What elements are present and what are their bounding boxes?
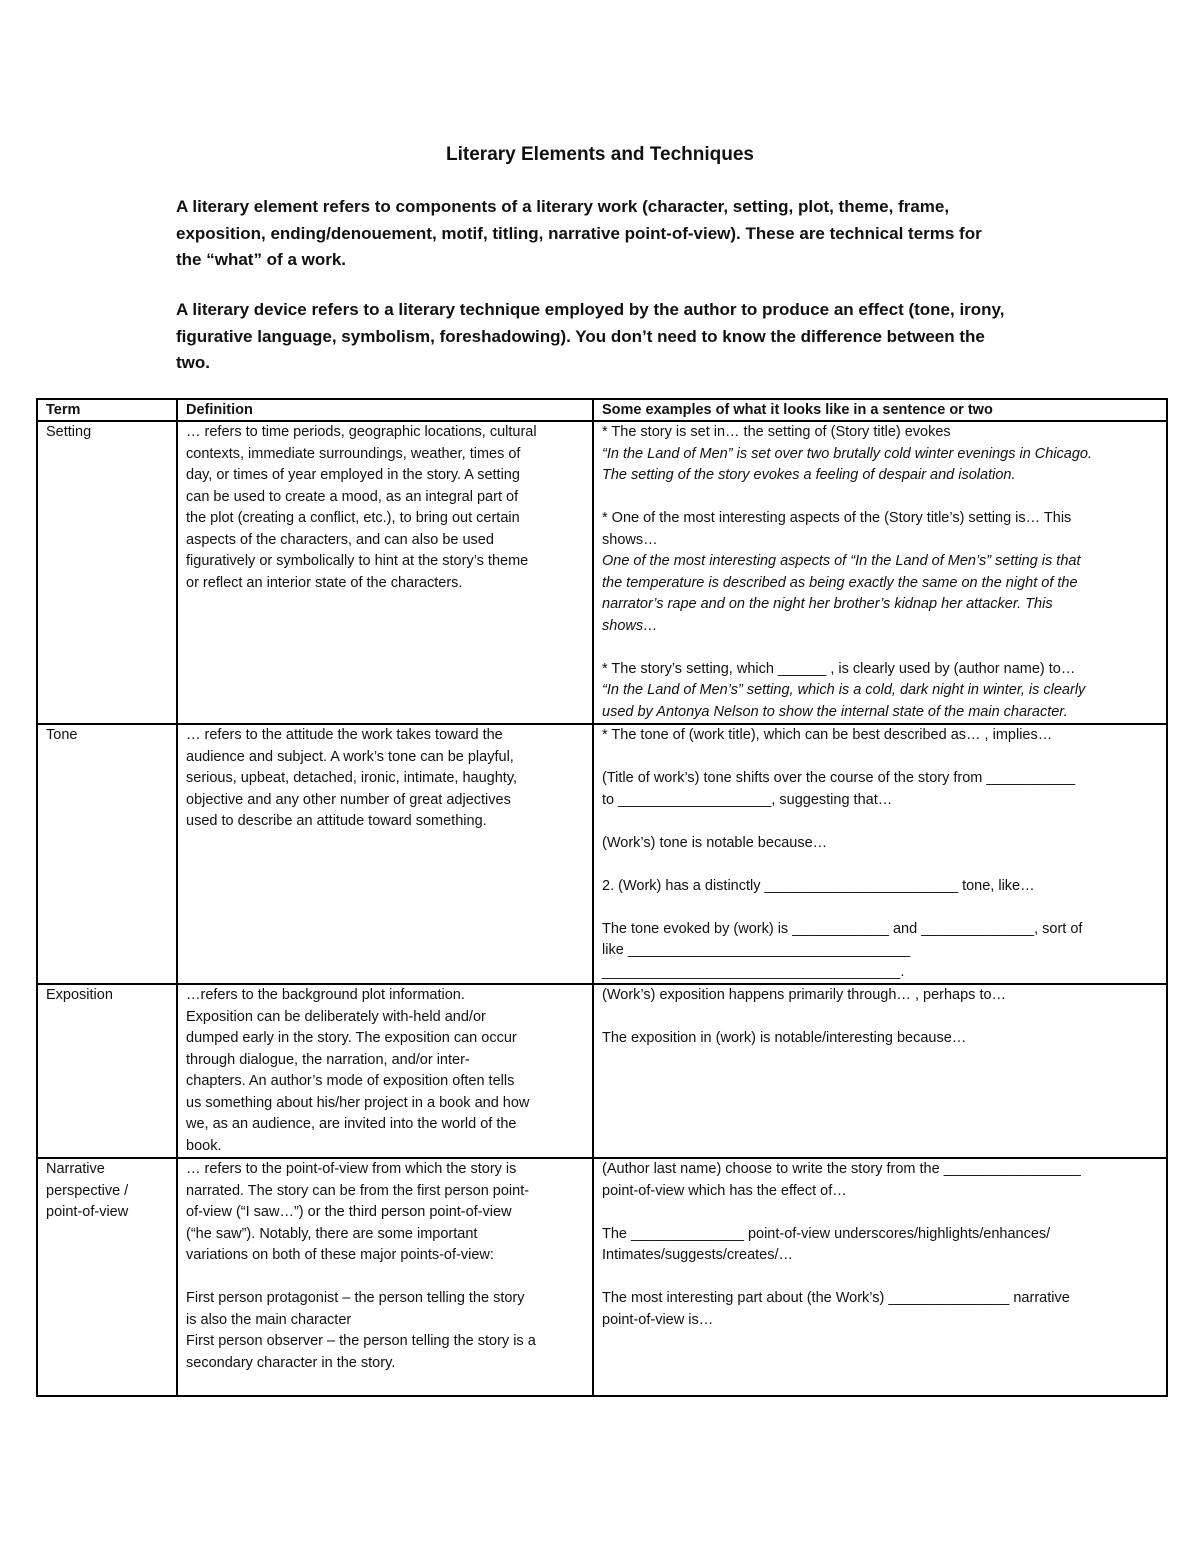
- example-prompt: The ______________ point-of-view underscores/highlights/enhances/: [602, 1225, 1051, 1242]
- term-cell: [37, 724, 177, 984]
- example-sample: shows…: [602, 617, 658, 634]
- example-prompt: The most interesting part about (the Work’s) _______________ narrative: [602, 1290, 1070, 1306]
- intro-literary-device: [176, 297, 1026, 377]
- definition-line: narrated. The story can be from the first person point-: [186, 1182, 530, 1199]
- literary-elements-table: [36, 398, 1168, 1397]
- example-prompt: The tone evoked by (work) is ____________ and ______________, sort of: [602, 920, 1083, 937]
- definition-cell: [177, 421, 593, 724]
- definition-line: …refers to the background plot information.: [186, 987, 465, 1003]
- definition-line: (“he saw”). Notably, there are some important: [186, 1225, 478, 1242]
- examples-cell: [593, 984, 1167, 1158]
- table-row: [37, 1158, 1167, 1396]
- example-prompt: _____________________________________.: [602, 963, 905, 980]
- definition-line: chapters. An author’s mode of exposition often tells: [186, 1073, 515, 1089]
- intro-line: A literary element refers to components of a literary work (character, setting, plot, theme, frame,: [176, 197, 950, 216]
- definition-line: audience and subject. A work’s tone can be playful,: [186, 748, 514, 765]
- example-sample: used by Antonya Nelson to show the internal state of the main character.: [602, 703, 1068, 720]
- definition-line: First person observer – the person telling the story is a: [186, 1333, 536, 1349]
- definition-line: used to describe an attitude toward something.: [186, 813, 487, 829]
- term-text: perspective /: [46, 1182, 129, 1199]
- example-sample: The setting of the story evokes a feeling of despair and isolation.: [602, 467, 1016, 483]
- intro-line: A literary device refers to a literary technique employed by the author to produce an effect (tone, irony,: [176, 300, 1005, 319]
- term-text: Exposition: [46, 987, 113, 1003]
- example-prompt: to ___________________, suggesting that…: [602, 791, 893, 808]
- example-prompt: Intimates/suggests/creates/…: [602, 1247, 793, 1263]
- header-term: Term: [37, 399, 177, 421]
- definition-line: can be used to create a mood, as an integral part of: [186, 488, 519, 505]
- definition-line: is also the main character: [186, 1311, 352, 1328]
- table-header-row: [37, 399, 1167, 421]
- term-cell: [37, 984, 177, 1158]
- example-sample: “In the Land of Men’s” setting, which is a cold, dark night in winter, is clearly: [602, 682, 1086, 698]
- example-prompt: point-of-view is…: [602, 1311, 714, 1328]
- definition-line: … refers to the attitude the work takes toward the: [186, 727, 503, 743]
- definition-line: aspects of the characters, and can also be used: [186, 531, 494, 548]
- definition-line: or reflect an interior state of the characters.: [186, 574, 463, 591]
- examples-cell: [593, 421, 1167, 724]
- header-definition: Definition: [177, 399, 593, 421]
- intro-line: the “what” of a work.: [176, 250, 347, 269]
- definition-line: … refers to the point-of-view from which the story is: [186, 1161, 517, 1177]
- term-text: Tone: [46, 727, 78, 743]
- term-text: point-of-view: [46, 1204, 129, 1220]
- definition-cell: [177, 724, 593, 984]
- term-cell: [37, 1158, 177, 1396]
- examples-cell: [593, 724, 1167, 984]
- definition-line: … refers to time periods, geographic locations, cultural: [186, 424, 537, 440]
- example-prompt: The exposition in (work) is notable/interesting because…: [602, 1030, 967, 1046]
- example-prompt: (Title of work’s) tone shifts over the course of the story from ___________: [602, 770, 1076, 786]
- table-row: [37, 724, 1167, 984]
- example-prompt: (Work’s) exposition happens primarily through… , perhaps to…: [602, 987, 1007, 1003]
- definition-line: through dialogue, the narration, and/or inter-: [186, 1051, 470, 1068]
- example-prompt: * One of the most interesting aspects of the (Story title’s) setting is… This: [602, 510, 1072, 526]
- table-row: [37, 421, 1167, 724]
- table-row: [37, 984, 1167, 1158]
- definition-line: book.: [186, 1137, 222, 1154]
- term-text: Setting: [46, 424, 92, 440]
- definition-line: contexts, immediate surroundings, weather, times of: [186, 445, 521, 462]
- definition-line: we, as an audience, are invited into the world of the: [186, 1116, 517, 1132]
- intro-line: exposition, ending/denouement, motif, titling, narrative point-of-view). These are technical terms for: [176, 223, 982, 243]
- page-title: Literary Elements and Techniques: [446, 144, 754, 165]
- definition-line: of-view (“I saw…”) or the third person point-of-view: [186, 1204, 512, 1220]
- definition-line: variations on both of these major points-of-view:: [186, 1247, 494, 1263]
- definition-line: Exposition can be deliberately with-held and/or: [186, 1008, 486, 1025]
- definition-line: the plot (creating a conflict, etc.), to bring out certain: [186, 510, 520, 526]
- example-sample: narrator’s rape and on the night her brother’s kidnap her attacker. This: [602, 596, 1053, 612]
- example-prompt: (Work’s) tone is notable because…: [602, 834, 828, 851]
- definition-line: objective and any other number of great adjectives: [186, 791, 511, 808]
- example-sample: One of the most interesting aspects of “In the Land of Men’s” setting is that: [602, 553, 1081, 569]
- example-prompt: * The story is set in… the setting of (Story title) evokes: [602, 424, 951, 440]
- example-prompt: like ___________________________________: [602, 942, 911, 958]
- definition-cell: [177, 984, 593, 1158]
- definition-line: secondary character in the story.: [186, 1354, 396, 1371]
- example-prompt: (Author last name) choose to write the story from the _________________: [602, 1161, 1081, 1177]
- definition-line: day, or times of year employed in the story. A setting: [186, 467, 520, 483]
- example-prompt: * The tone of (work title), which can be best described as… , implies…: [602, 727, 1053, 743]
- example-prompt: point-of-view which has the effect of…: [602, 1182, 847, 1199]
- example-prompt: shows…: [602, 531, 658, 548]
- definition-cell: [177, 1158, 593, 1396]
- term-text: Narrative: [46, 1161, 105, 1177]
- definition-line: us something about his/her project in a book and how: [186, 1094, 530, 1111]
- header-examples: Some examples of what it looks like in a sentence or two: [593, 399, 1167, 421]
- intro-line: two.: [176, 353, 210, 372]
- examples-cell: [593, 1158, 1167, 1396]
- definition-line: serious, upbeat, detached, ironic, intimate, haughty,: [186, 770, 518, 786]
- term-cell: [37, 421, 177, 724]
- intro-line: figurative language, symbolism, foreshadowing). You don’t need to know the difference between the: [176, 326, 985, 346]
- intro-literary-element: [176, 194, 1026, 274]
- definition-line: First person protagonist – the person telling the story: [186, 1290, 525, 1306]
- example-prompt: 2. (Work) has a distinctly ________________________ tone, like…: [602, 877, 1035, 894]
- definition-line: dumped early in the story. The exposition can occur: [186, 1030, 517, 1046]
- example-sample: “In the Land of Men” is set over two brutally cold winter evenings in Chicago.: [602, 445, 1093, 462]
- definition-line: figuratively or symbolically to hint at the story’s theme: [186, 553, 529, 569]
- example-prompt: * The story’s setting, which ______ , is clearly used by (author name) to…: [602, 660, 1076, 677]
- example-sample: the temperature is described as being exactly the same on the night of the: [602, 574, 1078, 591]
